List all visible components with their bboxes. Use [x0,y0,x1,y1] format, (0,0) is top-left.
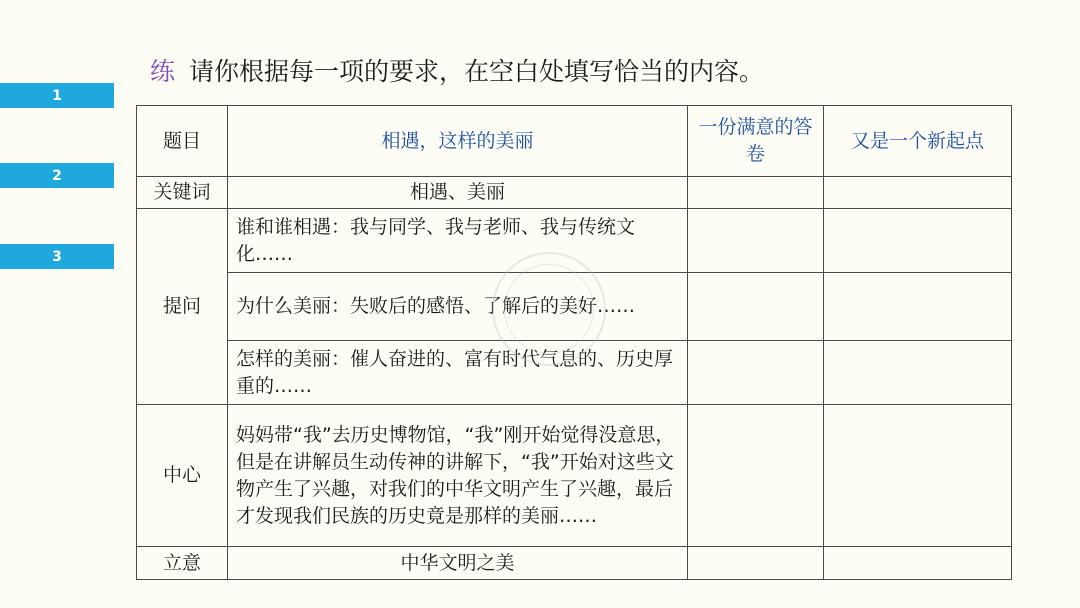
answer-table [136,105,1012,580]
question-row-2 [137,273,1012,341]
keyword-value: 相遇、美丽 [228,177,688,209]
center-row [137,405,1012,547]
intent-blank-cell-3[interactable] [824,547,1012,580]
question-row-3 [137,341,1012,405]
question-3-blank-cell-3[interactable] [824,341,1012,405]
center-blank-cell-2[interactable] [688,405,824,547]
exercise-heading [150,52,764,92]
center-blank-cell-3[interactable] [824,405,1012,547]
question-item-2: 为什么美丽：失败后的感悟、了解后的美好…… [228,273,688,341]
exercise-instruction: 请你根据每一项的要求，在空白处填写恰当的内容。 [189,57,765,86]
exercise-tag: 练 [150,57,176,86]
intent-value: 中华文明之美 [228,547,688,580]
question-3-blank-cell-2[interactable] [688,341,824,405]
question-item-1: 谁和谁相遇：我与同学、我与老师、我与传统文化…… [228,209,688,273]
keyword-label: 关键词 [137,177,228,209]
question-1-blank-cell-3[interactable] [824,209,1012,273]
header-title-label: 题目 [137,106,228,177]
table-header-row [137,106,1012,177]
center-value: 妈妈带“我”去历史博物馆，“我”刚开始觉得没意思，但是在讲解员生动传神的讲解下，“我”开始对这些文物产生了兴趣，对我们的中华文明产生了兴趣，最后才发现我们民族的历史竟是那样的美丽…… [228,405,688,547]
header-topic-2: 一份满意的答卷 [688,106,824,177]
keyword-blank-cell-2[interactable] [688,177,824,209]
keyword-blank-cell-3[interactable] [824,177,1012,209]
keyword-row [137,177,1012,209]
nav-tab-1[interactable]: 1 [0,83,114,108]
intent-blank-cell-2[interactable] [688,547,824,580]
center-label: 中心 [137,405,228,547]
question-2-blank-cell-2[interactable] [688,273,824,341]
intent-label: 立意 [137,547,228,580]
question-item-3: 怎样的美丽：催人奋进的、富有时代气息的、历史厚重的…… [228,341,688,405]
question-2-blank-cell-3[interactable] [824,273,1012,341]
question-row-1 [137,209,1012,273]
question-1-blank-cell-2[interactable] [688,209,824,273]
question-label: 提问 [137,209,228,405]
header-topic-3: 又是一个新起点 [824,106,1012,177]
header-topic-1: 相遇，这样的美丽 [228,106,688,177]
nav-tab-2[interactable]: 2 [0,163,114,188]
nav-tab-3[interactable]: 3 [0,244,114,269]
intent-row [137,547,1012,580]
